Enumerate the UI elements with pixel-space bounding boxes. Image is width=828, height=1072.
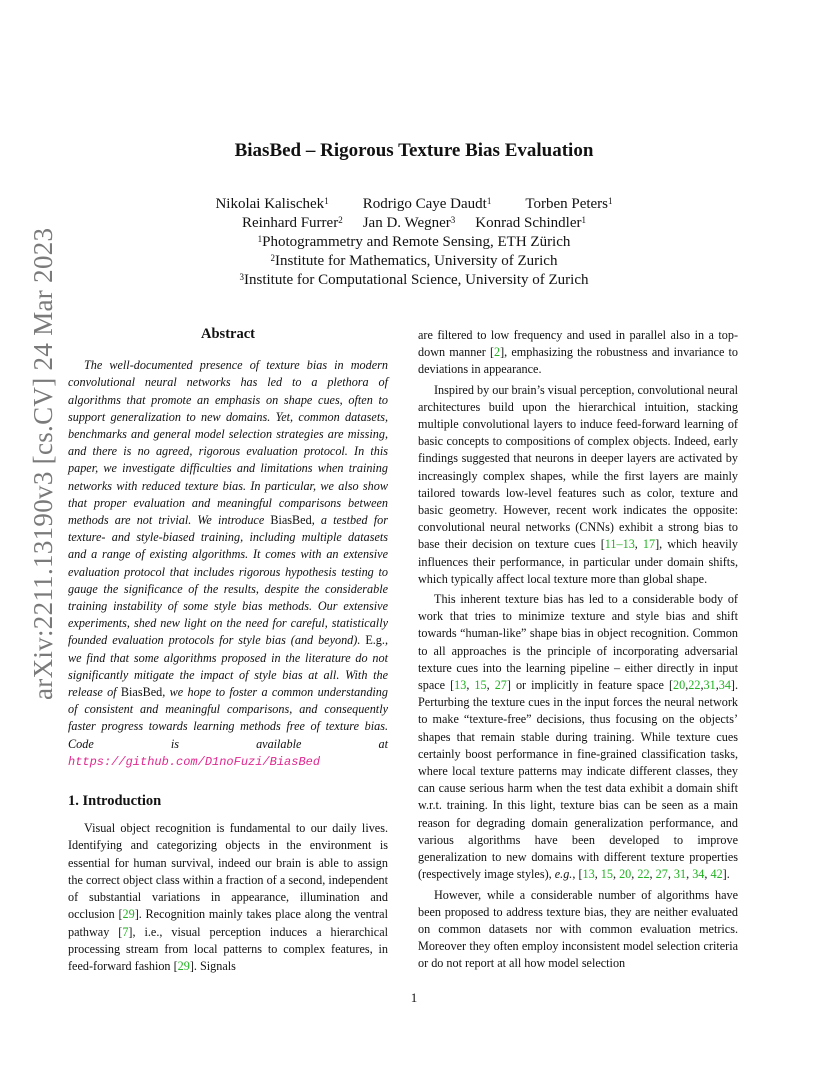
introduction-heading: 1. Introduction bbox=[68, 793, 162, 810]
citation-link[interactable]: 29 bbox=[122, 907, 135, 922]
author-sup: 1 bbox=[608, 196, 613, 206]
citation-link[interactable]: 42 bbox=[710, 867, 723, 882]
affiliation-sup: 2 bbox=[270, 253, 276, 263]
citation-dash: – bbox=[616, 537, 623, 552]
affiliation-text: Institute for Computational Science, University of Zurich bbox=[243, 272, 589, 288]
author-name: Nikolai Kalischek bbox=[215, 196, 325, 212]
right-column bbox=[418, 327, 738, 973]
author-line-2 bbox=[0, 214, 828, 233]
body-text: ]. bbox=[722, 867, 730, 882]
citation-link[interactable]: 29 bbox=[177, 958, 190, 973]
citation-link[interactable]: 31 bbox=[673, 867, 687, 882]
citation-link[interactable]: 2 bbox=[494, 345, 501, 360]
affiliation-3 bbox=[0, 271, 828, 290]
abstract-text: , we find that some algorithms proposed in the literature do not significantly mitigate the impact of style bias at all. With the release of bbox=[68, 633, 388, 700]
author-sup: 3 bbox=[450, 215, 456, 225]
author-sup: 1 bbox=[486, 196, 492, 206]
biasbed-name: BiasBed bbox=[270, 513, 312, 528]
affiliation-2 bbox=[0, 252, 828, 271]
body-text: ], emphasizing the robustness and invariance to deviations in appearance. bbox=[418, 345, 738, 377]
body-text: , bbox=[634, 537, 643, 552]
citation-link[interactable]: 13 bbox=[454, 678, 467, 693]
body-text: , [ bbox=[572, 867, 583, 882]
page-number: 1 bbox=[410, 990, 418, 1005]
intro-paragraph-1 bbox=[68, 820, 388, 975]
citation-link[interactable]: 27 bbox=[655, 867, 668, 882]
author-name: Konrad Schindler bbox=[475, 215, 582, 231]
affiliation-1 bbox=[0, 233, 828, 252]
affiliation-sup: 3 bbox=[239, 272, 244, 282]
affiliation-sup: 1 bbox=[257, 234, 263, 244]
right-paragraph-1 bbox=[418, 382, 738, 588]
intro-text: Visual object recognition is fundamental to our daily lives. Identifying and categorizing objects in the environment is essential for human survival, indeed our brain is able to assign the correct object class within a fraction of a second, independent of substantial variations in appearance, illumination and occlusion [ bbox=[68, 821, 388, 922]
citation-link[interactable]: 15 bbox=[474, 678, 487, 693]
citation-link[interactable]: 22 bbox=[637, 867, 650, 882]
body-text: are filtered to low frequency and used in parallel also in a top-down manner [ bbox=[418, 328, 738, 360]
eg-abbrev: e.g. bbox=[554, 867, 573, 882]
abstract-eg: E.g. bbox=[365, 633, 385, 648]
citation-link[interactable]: 17 bbox=[642, 537, 656, 552]
affiliation-text: Institute for Mathematics, University of Zurich bbox=[275, 253, 558, 269]
abstract-text: The well-documented presence of texture bias in modern convolutional neural networks has led to a plethora of algorithms that promote an emphasis on shape cues, often to support generalization to new domains. Yet, common datasets, benchmarks and general model selection strategies are missing, and there is no agreed, rigorous evaluation protocol. In this paper, we investigate difficulties and limitations when training networks with reduced texture bias. In particular, we also show that proper evaluation and meaningful comparisons between methods are not trivial. We introduce bbox=[68, 358, 388, 528]
author-name: Torben Peters bbox=[525, 196, 609, 212]
abstract-text: , we hope to foster a common understanding of consistent and meaningful comparisons, and consequently faster progress towards learning methods free of texture bias. Code is available at bbox=[68, 685, 388, 751]
intro-text: ], i.e., visual perception induces a hierarchical processing stream from local patterns to complex features, in feed-forward fashion [ bbox=[68, 924, 388, 973]
right-paragraph-0 bbox=[418, 327, 738, 379]
citation-link[interactable]: 22 bbox=[688, 678, 701, 693]
citation-link[interactable]: 34 bbox=[718, 678, 731, 693]
right-paragraph-2: This inherent texture bias has led to a considerable body of work that tries to minimize texture and style bias and shift towards “human-like” shape bias in object recognition. Common to all approaches is the principle of incorporating adversarial texture cues into the learning pipeline – either directly in input space [13, 15, 27] or implicitly in feature space [20,22,31,34]. Perturbing the texture cues in the input forces the neural network to make “texture-free” decisions, thus focusing on the objects’ shapes that remain stable during training. While texture cues certainly boost performance in fine-grained classification tasks, where local texture patterns may indicate different classes, they can cause serious harm when the test data exhibit a domain shift w.r.t. training. In this light, texture bias can be seen as a main reason for degrading domain generalization performance, and various algorithms have been developed to improve generalization to new domains with different texture properties (respectively image styles), e.g., [13, 15, 20, 22, 27, 31, 34, 42]. bbox=[418, 592, 739, 882]
left-column bbox=[68, 326, 388, 975]
author-name: Reinhard Furrer bbox=[241, 215, 339, 231]
citation-link[interactable]: 15 bbox=[600, 867, 613, 882]
right-paragraph-3: However, while a considerable number of algorithms have been proposed to address texture bias, they are neither evaluated on common datasets nor with common evaluation metrics. Moreover they often employ inconsistent model selection criteria or do not report at all how model selection bbox=[418, 887, 738, 971]
affiliation-text: Photogrammetry and Remote Sensing, ETH Zürich bbox=[262, 234, 571, 250]
citation-link[interactable]: 7 bbox=[122, 924, 129, 939]
body-text: ]. Perturbing the texture cues in the input forces the neural network to make “texture-free” decisions, thus focusing on the objects’ shapes that remain stable during training. While texture cues certainly boost performance in fine-grained classification tasks, where local texture patterns may indicate different classes, they can cause serious harm when the test data exhibit a domain shift w.r.t. training. In this light, texture bias can be seen as a main reason for degrading domain generalization performance, and various algorithms have been developed to improve generalization to new domains with different texture properties (respectively image styles), bbox=[418, 678, 739, 882]
citation-link[interactable]: 31 bbox=[703, 678, 716, 693]
paper-title: BiasBed – Rigorous Texture Bias Evaluation bbox=[234, 140, 594, 161]
citation-link[interactable]: 20 bbox=[673, 678, 686, 693]
citation-link[interactable]: 13 bbox=[582, 867, 595, 882]
body-text: This inherent texture bias has led to a considerable body of work that tries to minimize texture and style bias and shift towards “human-like” shape bias in object recognition. Common to all approaches is the principle of incorporating adversarial texture cues into the learning pipeline – either directly in input space [ bbox=[418, 592, 738, 693]
body-text: ] or implicitly in feature space [ bbox=[506, 678, 674, 693]
citation-link[interactable]: 34 bbox=[692, 867, 705, 882]
abstract-text: , a testbed for texture- and style-biased training, including multiple datasets and a range of existing algorithms. It comes with an extensive evaluation protocol that includes rigorous hypothesis testing to gauge the significance of the results, despite the considerable training instability of some style bias methods. Our extensive experiments, shed new light on the need for careful, statistically founded evaluation protocols for style bias (and beyond). bbox=[68, 513, 388, 648]
author-line-1 bbox=[0, 195, 828, 214]
abstract-heading: Abstract bbox=[201, 326, 255, 342]
citation-link[interactable]: 20 bbox=[619, 867, 632, 882]
citation-link[interactable]: 13 bbox=[622, 537, 635, 552]
author-sup: 1 bbox=[324, 196, 329, 206]
author-sup: 1 bbox=[581, 215, 587, 225]
intro-text: ]. Recognition mainly takes place along the ventral pathway [ bbox=[68, 907, 388, 939]
code-link[interactable]: https://github.com/D1noFuzi/BiasBed bbox=[68, 754, 321, 769]
body-text: ], which heavily influences their performance, in particular under domain shifts, which typically affect local texture more than global shape. bbox=[418, 537, 739, 586]
body-text: Inspired by our brain’s visual perception, convolutional neural architectures build upon the hierarchical intuition, stacking multiple convolutional layers to induce feed-forward learning of basic concepts to compositions of complex objects. Indeed, early findings suggested that neurons in deeper layers are activated by increasingly complex shapes, while the first layers are mainly tailored towards low-level features such as color, texture and basic geometry. However, recent work indicates the opposite: convolutional neural networks (CNNs) exhibit a strong bias to base their decision on texture cues [ bbox=[418, 382, 738, 552]
biasbed-name: BiasBed bbox=[120, 685, 163, 700]
author-name: Rodrigo Caye Daudt bbox=[362, 196, 487, 212]
abstract-body bbox=[68, 357, 388, 771]
citation-link[interactable]: 11 bbox=[604, 537, 617, 552]
intro-text: ]. Signals bbox=[189, 958, 236, 973]
author-name: Jan D. Wegner bbox=[362, 215, 451, 231]
citation-link[interactable]: 27 bbox=[494, 678, 507, 693]
arxiv-stamp: arXiv:2211.13190v3 [cs.CV] 24 Mar 2023 bbox=[28, 227, 58, 700]
author-sup: 2 bbox=[338, 215, 343, 225]
